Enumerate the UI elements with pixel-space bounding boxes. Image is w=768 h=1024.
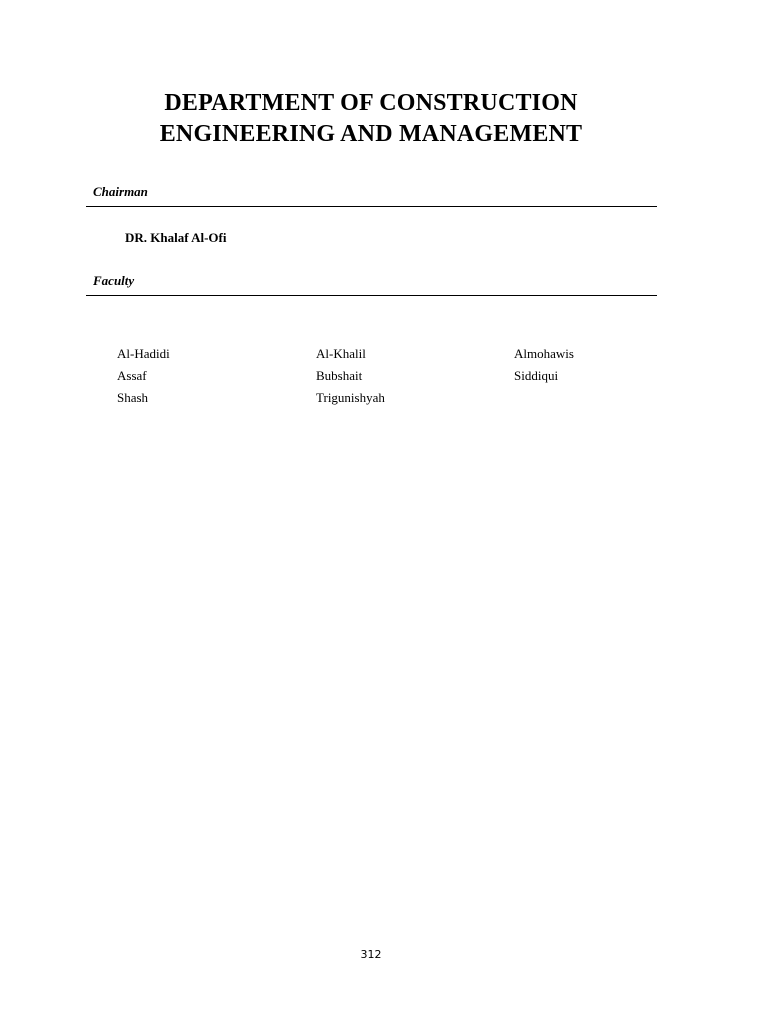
faculty-member: Almohawis [514, 346, 574, 361]
faculty-member: Bubshait [316, 368, 363, 383]
chairman-name: DR. Khalaf Al-Ofi [125, 230, 227, 245]
faculty-member: Trigunishyah [316, 390, 385, 405]
faculty-member: Al-Khalil [316, 346, 366, 361]
faculty-list [117, 346, 637, 412]
page-title [0, 88, 742, 150]
chairman-heading: Chairman [93, 184, 148, 199]
title-line-2: ENGINEERING AND MANAGEMENT [159, 121, 583, 147]
faculty-member: Shash [117, 390, 149, 405]
title-line-1: DEPARTMENT OF CONSTRUCTION [164, 90, 578, 116]
faculty-heading: Faculty [93, 273, 135, 288]
faculty-member: Assaf [117, 368, 147, 383]
page-number: 312 [360, 948, 382, 961]
faculty-member: Siddiqui [514, 368, 559, 383]
faculty-divider [86, 295, 657, 296]
chairman-divider [86, 206, 657, 207]
faculty-member: Al-Hadidi [117, 346, 170, 361]
